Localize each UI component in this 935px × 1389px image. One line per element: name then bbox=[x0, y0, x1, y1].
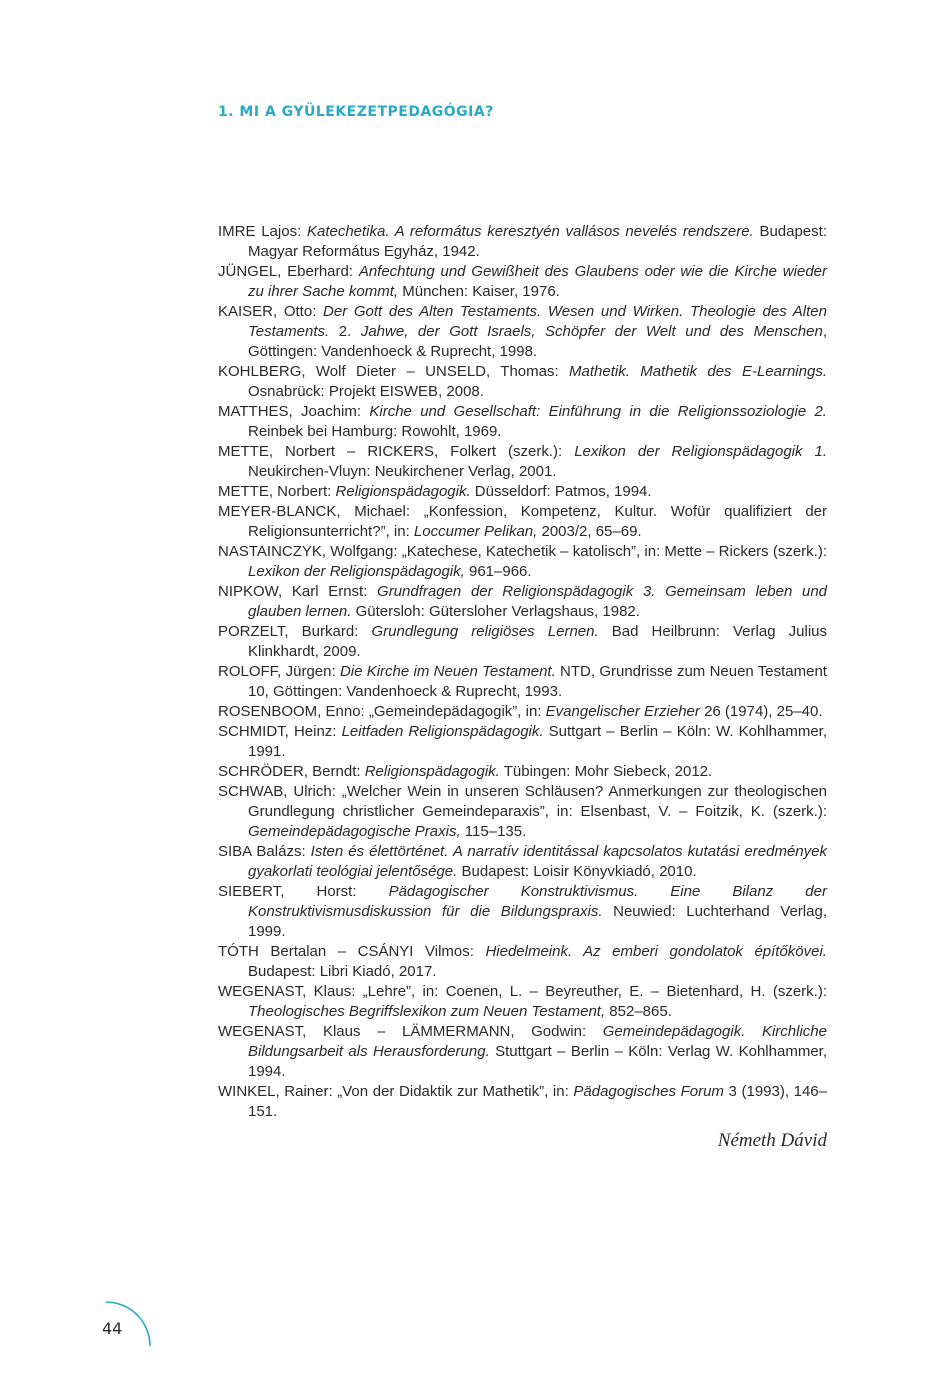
bibliography-entry bbox=[218, 842, 827, 882]
entry-text: Neukirchen-Vluyn: Neukirchener Verlag, 2001. bbox=[248, 463, 557, 480]
bibliography-entry bbox=[218, 442, 827, 482]
entry-text: 2. bbox=[329, 323, 361, 340]
bibliography-entry bbox=[218, 722, 827, 762]
entry-text: , Göttingen: Vandenhoeck & Ruprecht, 1998. bbox=[248, 323, 827, 360]
entry-text: Osnabrück: Projekt EISWEB, 2008. bbox=[248, 383, 484, 400]
entry-title: Evangelischer Erzieher bbox=[545, 703, 700, 720]
entry-title: Jahwe, der Gott Israels, Schöpfer der Welt und des Menschen bbox=[360, 323, 823, 340]
entry-text: KOHLBERG, Wolf Dieter – UNSELD, Thomas: bbox=[218, 363, 570, 380]
entry-title: Kirche und Gesellschaft: Einführung in die Religionssoziologie 2. bbox=[369, 403, 827, 420]
bibliography-entry bbox=[218, 782, 827, 842]
bibliography-entry bbox=[218, 622, 827, 662]
entry-text: SCHWAB, Ulrich: „Welcher Wein in unseren Schläusen? Anmerkungen zur theologischen Grundlegung christlicher Gemeindeparaxis”, in: Elsenbast, V. – Foitzik, K. (szerk.): bbox=[218, 783, 827, 820]
bibliography-list bbox=[218, 222, 827, 1122]
entry-title: Lexikon der Religionspädagogik 1. bbox=[574, 443, 827, 460]
entry-text: 961–966. bbox=[464, 563, 532, 580]
bibliography-entry bbox=[218, 982, 827, 1022]
entry-title: Isten és élettörténet. A narratív identitással kapcsolatos kutatási eredmények gyakorlati teológiai jelentősége. bbox=[248, 843, 827, 880]
bibliography-entry bbox=[218, 542, 827, 582]
entry-text: ROSENBOOM, Enno: „Gemeindepädagogik”, in: bbox=[218, 703, 546, 720]
bibliography-entry bbox=[218, 702, 827, 722]
entry-title: Mathetik. Mathetik des E-Learnings. bbox=[569, 363, 827, 380]
bibliography-entry bbox=[218, 222, 827, 262]
entry-title: Katechetika. A református keresztyén vallásos nevelés rendszere. bbox=[306, 223, 754, 240]
bibliography-entry bbox=[218, 882, 827, 942]
bibliography-entry bbox=[218, 1082, 827, 1122]
entry-text: München: Kaiser, 1976. bbox=[398, 283, 560, 300]
entry-text: Neuwied: Luchterhand Verlag, 1999. bbox=[248, 903, 827, 940]
bibliography-entry bbox=[218, 362, 827, 402]
bibliography-entry bbox=[218, 582, 827, 622]
entry-text: SCHRÖDER, Berndt: bbox=[218, 763, 365, 780]
entry-text: MATTHES, Joachim: bbox=[218, 403, 370, 420]
entry-text: Gütersloh: Gütersloher Verlagshaus, 1982. bbox=[351, 603, 640, 620]
entry-text: WEGENAST, Klaus: „Lehre”, in: Coenen, L. – Beyreuther, E. – Bietenhard, H. (szerk.): bbox=[218, 983, 827, 1000]
bibliography-entry bbox=[218, 262, 827, 302]
entry-text: SIBA Balázs: bbox=[218, 843, 311, 860]
bibliography-entry bbox=[218, 502, 827, 542]
entry-text: MEYER-BLANCK, Michael: „Konfession, Kompetenz, Kultur. Wofür qualifiziert der Religionsunterricht?”, in: bbox=[218, 503, 827, 540]
entry-text: PORZELT, Burkard: bbox=[218, 623, 372, 640]
entry-text: 852–865. bbox=[605, 1003, 672, 1020]
entry-text: Reinbek bei Hamburg: Rowohlt, 1969. bbox=[248, 423, 502, 440]
entry-title: Der Gott des Alten Testaments. Wesen und Wirken. Theologie des Alten Testaments. bbox=[248, 303, 827, 340]
entry-text: Suttgart – Berlin – Köln: W. Kohlhammer, 1991. bbox=[248, 723, 827, 760]
entry-text: IMRE Lajos: bbox=[218, 223, 307, 240]
entry-text: Budapest: Magyar Református Egyház, 1942. bbox=[248, 223, 827, 260]
entry-text: Bad Heilbrunn: Verlag Julius Klinkhardt, 2009. bbox=[248, 623, 827, 660]
entry-text: JÜNGEL, Eberhard: bbox=[218, 263, 359, 280]
entry-title: Lexikon der Religionspädagogik, bbox=[248, 563, 465, 580]
bibliography-entry bbox=[218, 302, 827, 362]
entry-text: TÓTH Bertalan – CSÁNYI Vilmos: bbox=[218, 943, 486, 960]
entry-text: SCHMIDT, Heinz: bbox=[218, 723, 342, 740]
entry-text: 2003/2, 65–69. bbox=[537, 523, 642, 540]
bibliography-entry bbox=[218, 762, 827, 782]
entry-title: Loccumer Pelikan, bbox=[413, 523, 538, 540]
entry-title: Gemeindepädagogische Praxis, bbox=[248, 823, 461, 840]
entry-text: WEGENAST, Klaus – LÄMMERMANN, Godwin: bbox=[218, 1023, 603, 1040]
entry-title: Hiedelmeink. Az emberi gondolatok építőkövei. bbox=[485, 943, 827, 960]
entry-title: Pädagogischer Konstruktivismus. Eine Bilanz der Konstruktivismusdiskussion für die Bildungspraxis. bbox=[248, 883, 827, 920]
entry-text: KAISER, Otto: bbox=[218, 303, 324, 320]
bibliography-entry bbox=[218, 482, 827, 502]
entry-title: Leitfaden Religionspädagogik. bbox=[341, 723, 544, 740]
entry-text: SIEBERT, Horst: bbox=[218, 883, 389, 900]
bibliography-entry bbox=[218, 662, 827, 702]
chapter-heading: 1. MI A GYÜLEKEZETPEDAGÓGIA? bbox=[218, 104, 494, 120]
entry-text: Düsseldorf: Patmos, 1994. bbox=[470, 483, 652, 500]
entry-title: Theologisches Begriffslexikon zum Neuen Testament, bbox=[248, 1003, 606, 1020]
entry-title: Anfechtung und Gewißheit des Glaubens oder wie die Kirche wieder zu ihrer Sache kommt, bbox=[248, 263, 827, 300]
entry-text: 115–135. bbox=[460, 823, 527, 840]
entry-title: Die Kirche im Neuen Testament. bbox=[339, 663, 556, 680]
entry-title: Religionspädagogik. bbox=[335, 483, 471, 500]
bibliography-entry bbox=[218, 1022, 827, 1082]
entry-text: METTE, Norbert – RICKERS, Folkert (szerk.): bbox=[218, 443, 575, 460]
entry-text: NASTAINCZYK, Wolfgang: „Katechese, Katechetik – katolisch”, in: Mette – Rickers (szerk.): bbox=[218, 543, 827, 560]
entry-title: Pädagogisches Forum bbox=[573, 1083, 724, 1100]
entry-text: ROLOFF, Jürgen: bbox=[218, 663, 340, 680]
entry-text: NTD, Grundrisse zum Neuen Testament 10, Göttingen: Vandenhoeck & Ruprecht, 1993. bbox=[248, 663, 827, 700]
page-number: 44 bbox=[102, 1319, 123, 1338]
entry-text: 26 (1974), 25–40. bbox=[699, 703, 823, 720]
author-signature: Németh Dávid bbox=[717, 1130, 827, 1151]
entry-title: Gemeindepädagogik. Kirchliche Bildungsarbeit als Herausforderung. bbox=[248, 1023, 827, 1060]
entry-text: Tübingen: Mohr Siebeck, 2012. bbox=[499, 763, 713, 780]
entry-text: 3 (1993), 146–151. bbox=[248, 1083, 827, 1120]
entry-text: Budapest: Libri Kiadó, 2017. bbox=[248, 963, 437, 980]
entry-title: Grundfragen der Religionspädagogik 3. Gemeinsam leben und glauben lernen. bbox=[248, 583, 827, 620]
entry-title: Religionspädagogik. bbox=[364, 763, 500, 780]
entry-text: Stuttgart – Berlin – Köln: Verlag W. Kohlhammer, 1994. bbox=[248, 1043, 827, 1080]
entry-text: WINKEL, Rainer: „Von der Didaktik zur Mathetik”, in: bbox=[218, 1083, 574, 1100]
bibliography-entry bbox=[218, 942, 827, 982]
bibliography-entry bbox=[218, 402, 827, 442]
entry-title: Grundlegung religiöses Lernen. bbox=[371, 623, 599, 640]
entry-text: METTE, Norbert: bbox=[218, 483, 336, 500]
entry-text: NIPKOW, Karl Ernst: bbox=[218, 583, 378, 600]
entry-text: Budapest: Loisir Könyvkiadó, 2010. bbox=[457, 863, 697, 880]
